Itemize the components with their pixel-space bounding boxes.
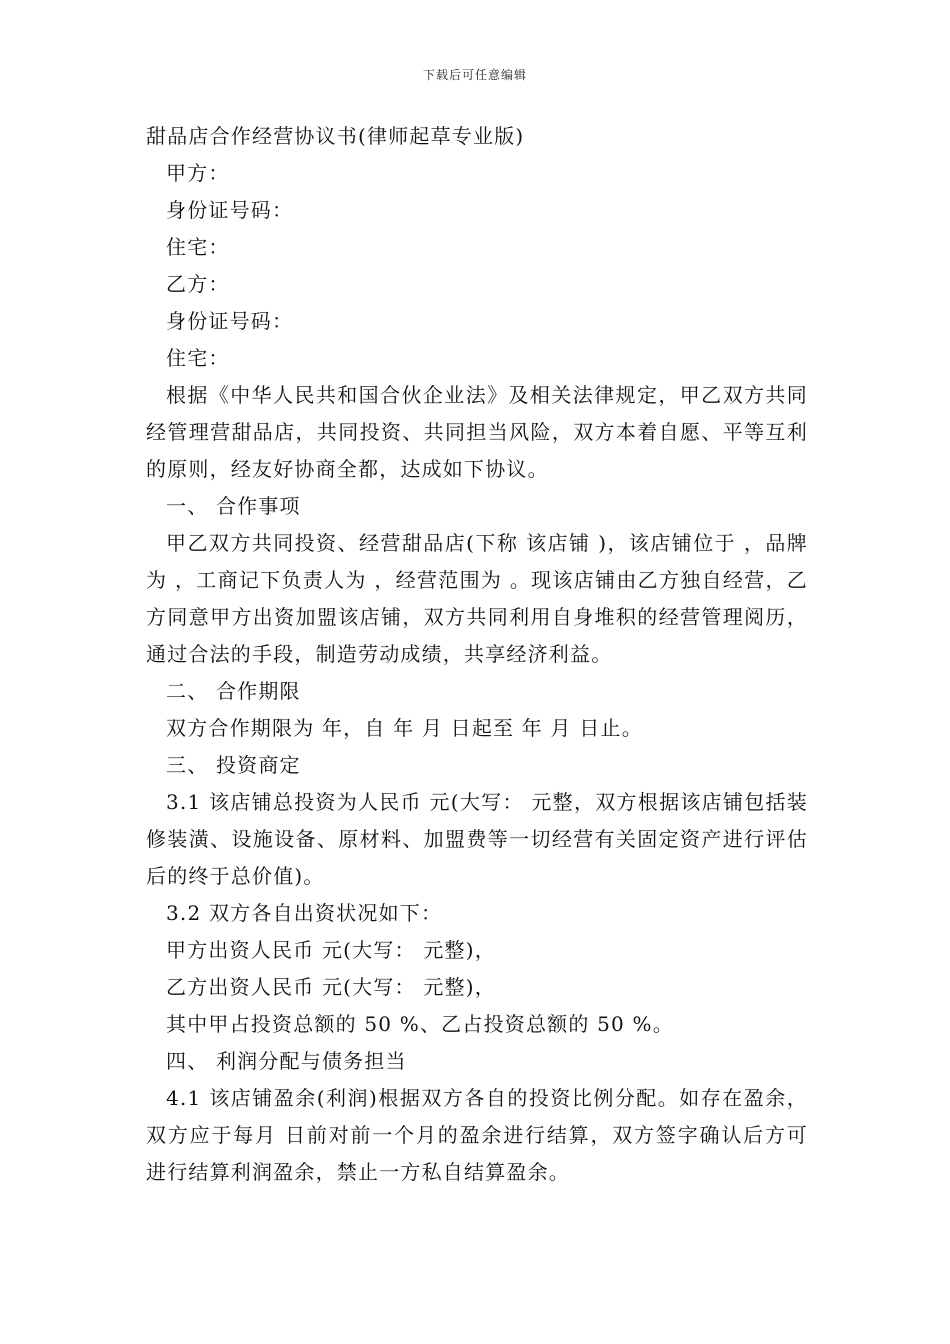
party-a-address-label: 住宅：	[166, 235, 230, 259]
section-3-1: 3.1 该店铺总投资为人民币 元(大写： 元整，双方根据该店铺包括装修装潢、设施设备、原材料、加盟费等一切经营有关固定资产进行评估后的终于总价值)。	[146, 790, 808, 888]
intro-paragraph: 根据《中华人民共和国合伙企业法》及相关法律规定，甲乙双方共同经管理营甜品店，共同投资、共同担当风险，双方本着自愿、平等互利的原则，经友好协商全都，达成如下协议。	[146, 383, 808, 481]
party-b-label: 乙方：	[166, 272, 230, 296]
section-2-heading: 二、 合作期限	[166, 679, 301, 703]
section-3-2-ratio: 其中甲占投资总额的 50 %、乙占投资总额的 50 %。	[166, 1012, 674, 1036]
section-3-2: 3.2 双方各自出资状况如下：	[166, 901, 443, 925]
header-note: 下载后可任意编辑	[422, 68, 527, 82]
section-4-1: 4.1 该店铺盈余(利润)根据双方各自的投资比例分配。如存在盈余，双方应于每月 日前对前一个月的盈余进行结算，双方签字确认后方可进行结算利润盈余，禁止一方私自结算盈余。	[146, 1086, 808, 1184]
party-a-label: 甲方：	[166, 161, 230, 185]
section-1-heading: 一、 合作事项	[166, 494, 301, 518]
section-2-body: 双方合作期限为 年，自 年 月 日起至 年 月 日止。	[166, 716, 643, 740]
document-title: 甜品店合作经营协议书(律师起草专业版)	[146, 124, 525, 148]
section-3-2-party-b: 乙方出资人民币 元(大写： 元整)，	[166, 975, 496, 999]
party-b-id-label: 身份证号码：	[166, 309, 294, 333]
section-1-body: 甲乙双方共同投资、经营甜品店(下称 该店铺 )，该店铺位于 ，品牌为 ，工商记下负责人为 ，经营范围为 。现该店铺由乙方独自经营，乙方同意甲方出资加盟该店铺，双方共同利用自身堆积的经营管理阅历，通过合法的手段，制造劳动成绩，共享经济利益。	[146, 531, 808, 666]
section-3-heading: 三、 投资商定	[166, 753, 301, 777]
section-3-2-party-a: 甲方出资人民币 元(大写： 元整)，	[166, 938, 496, 962]
party-b-address-label: 住宅：	[166, 346, 230, 370]
section-4-heading: 四、 利润分配与债务担当	[166, 1049, 407, 1073]
party-a-id-label: 身份证号码：	[166, 198, 294, 222]
document-body	[146, 118, 808, 1191]
